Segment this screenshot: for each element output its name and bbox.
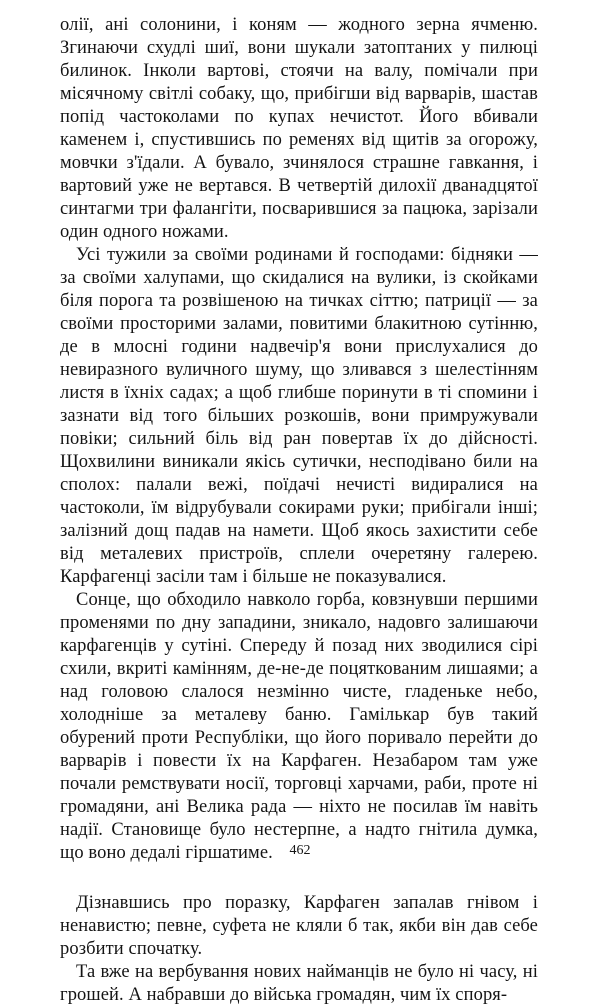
paragraph-5: Та вже на вербування нових найманців не було ні часу, ні грошей. А набравши до війська громадян, чим їх споря- — [60, 962, 538, 1005]
page-number: 462 — [289, 843, 311, 858]
paragraph-1: олії, ані солонини, і коням — жодного зерна ячменю. Згинаючи схудлі шиї, вони шукали затоптаних у пилюці билинок. Інколи вартові, стоячи на валу, помічали при місячному світлі собаку, що, прибігши від варварів, шастав попід частоколами по купах нечистот. Його вбивали каменем і, спустившись по ременях від щитів за огорожу, мовчки з'їдали. А бувало, зчинялося страшне гавкання, і вартовий уже не вертався. В четвертій дилохії дванадцятої синтагми три фалангіти, посварившися за пацюка, зарізали один одного ножами. — [60, 15, 538, 242]
section-gap — [60, 865, 538, 892]
paragraph-3: Сонце, що обходило навколо горба, ковзнувши першими променями по дну западини, зникало, надовго залишаючи карфагенців у сутіні. Спереду й позад них зводилися сірі схили, вкриті камінням, де-не-де поцяткованим лишаями; а над головою слалося незмінно чисте, гладеньке небо, холодніше за металеву баню. Гамількар був такий обурений проти Республіки, що його поривало перейти до варварів і повести їх на Карфаген. Незабаром там уже почали ремствувати носії, торговці харчами, раби, проте ні громадяни, ані Велика рада — ніхто не посилав їм навіть надії. Становище було нестерпне, а надто гнітила думка, що воно дедалі гіршатиме. — [60, 590, 538, 863]
paragraph-2: Усі тужили за своїми родинами й господами: бідняки — за своїми халупами, що скидалися на вулики, із скойками біля порога та розвішеною на тичках сіттю; патриції — за своїми просторими залами, повитими блакитною сутінню, де в млосні години надвечір'я вони прислухалися до невиразного вуличного шуму, що зливався з шелестінням листя в їхніх садах; а щоб глибше поринути в ті спомини і зазнати від того більших розкошів, вони примружували повіки; сильний біль від ран повертав їх до дійсності. Щохвилини виникали якісь сутички, несподівано били на сполох: палали вежі, поїдачі нечисті видиралися на частоколи, їм відрубували сокирами руки; прибігали інші; залізний дощ падав на намети. Щоб якось захистити себе від металевих пристроїв, сплели очеретяну галерею. Карфагенці засіли там і більше не показувалися. — [60, 245, 538, 587]
paragraph-4: Дізнавшись про поразку, Карфаген запалав гнівом і ненавистю; певне, суфета не кляли б так, якби він дав себе розбити спочатку. — [60, 893, 538, 959]
